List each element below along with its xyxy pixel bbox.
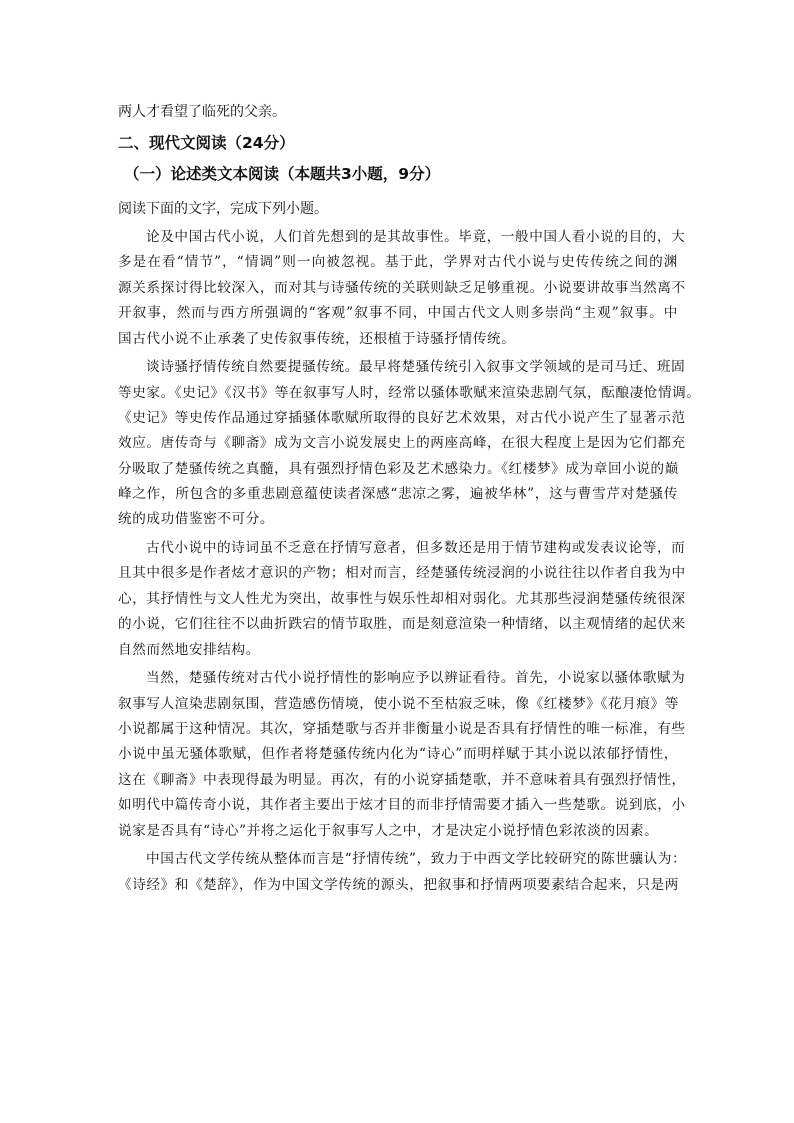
passage-line: 统的成功借鉴密不可分。 xyxy=(118,511,275,528)
reading-passage xyxy=(118,225,701,898)
section-heading: 二、现代文阅读（24分） xyxy=(118,134,295,152)
reading-instruction: 阅读下面的文字，完成下列小题。 xyxy=(118,201,328,217)
passage-line: 叙事写人渲染悲剧氛围，营造感伤情境，使小说不至枯寂乏味，像《红楼梦》《花月痕》等 xyxy=(118,695,679,712)
passage-line: 《诗经》和《楚辞》，作为中国文学传统的源头，把叙事和抒情两项要素结合起来，只是两 xyxy=(118,876,679,893)
passage-line: 分吸取了楚骚传统之真髓，具有强烈抒情色彩及艺术感染力。《红楼梦》成为章回小说的巅 xyxy=(118,460,679,477)
passage-line: 开叙事，然而与西方所强调的“客观”叙事不同，中国古代文人则多崇尚“主观”叙事。中 xyxy=(118,305,678,322)
passage-line: 效应。唐传奇与《聊斋》成为文言小说发展史上的两座高峰，在很大程度上是因为它们都充 xyxy=(118,435,686,452)
passage-line: 小说中虽无骚体歌赋，但作者将楚骚传统内化为“诗心”而明样赋于其小说以浓郁抒情性， xyxy=(118,746,678,763)
passage-line: 峰之作，所包含的多重悲剧意蕴使读者深感“悲凉之雾，遍被华林”，这与曹雪芹对楚骚传 xyxy=(118,486,678,503)
passage-line: 《史记》等史传作品通过穿插骚体歌赋所取得的良好艺术效果，对古代小说产生了显著示范 xyxy=(118,409,686,426)
passage-line: 国古代小说不止承袭了史传叙事传统，还根植于诗骚抒情传统。 xyxy=(118,330,516,347)
passage-line: 如明代中篇传奇小说，其作者主要出于炫才目的而非抒情需要才插入一些楚歌。说到底，小 xyxy=(118,797,686,814)
passage-line: 这在《聊斋》中表现得最为明显。再次，有的小说穿插楚歌，并不意味着具有强烈抒情性， xyxy=(118,771,686,788)
passage-line: 谈诗骚抒情传统自然要提骚传统。最早将楚骚传统引入叙事文学领域的是司马迁、班固 xyxy=(146,359,686,376)
passage-line: 中国古代文学传统从整体而言是“抒情传统”，致力于中西文学比较研究的陈世骧认为： xyxy=(146,851,687,868)
passage-line: 论及中国古代小说，人们首先想到的是其故事性。毕竟，一般中国人看小说的目的，大 xyxy=(146,229,686,245)
passage-line: 说家是否具有“诗心”并将之运化于叙事写人之中，才是决定小说抒情色彩浓淡的因素。 xyxy=(118,822,659,839)
sub-heading: （一）论述类文本阅读（本题共3小题，9分） xyxy=(124,165,441,183)
passage-line: 自然而然地安排结构。 xyxy=(118,641,260,658)
passage-line: 心，其抒情性与文人性尤为突出，故事性与娱乐性却相对弱化。尤其那些浸润楚骚传统很深 xyxy=(118,590,686,607)
passage-paragraph xyxy=(118,666,686,844)
passage-line: 等史家。《史记》《汉书》等在叙事写人时，经常以骚体歌赋来渲染悲剧气氛，酝酿凄怆情调。 xyxy=(118,384,701,401)
passage-paragraph xyxy=(118,847,687,898)
passage-paragraph xyxy=(118,225,686,352)
passage-paragraph xyxy=(118,536,686,663)
lead-line: 两人才看望了临死的父亲。 xyxy=(118,104,286,120)
passage-paragraph xyxy=(118,355,701,533)
passage-line: 源关系探讨得比较深入，而对其与诗骚传统的关联则缺乏足够重视。小说要讲故事当然离不 xyxy=(118,279,686,296)
passage-line: 古代小说中的诗词虽不乏意在抒情写意者，但多数还是用于情节建构或发表议论等，而 xyxy=(146,540,686,557)
passage-line: 且其中很多是作者炫才意识的产物；相对而言，经楚骚传统浸润的小说往往以作者自我为中 xyxy=(118,565,686,582)
passage-line: 多是在看“情节”，“情调”则一向被忽视。基于此，学界对古代小说与史传传统之间的渊 xyxy=(118,254,678,271)
passage-line: 的小说，它们往往不以曲折跌宕的情节取胜，而是刻意渲染一种情绪，以主观情绪的起伏来 xyxy=(118,616,686,633)
passage-line: 当然，楚骚传统对古代小说抒情性的影响应予以辨证看待。首先，小说家以骚体歌赋为 xyxy=(146,670,686,687)
passage-line: 小说都属于这种情况。其次，穿插楚歌与否并非衡量小说是否具有抒情性的唯一标准，有些 xyxy=(118,720,686,737)
